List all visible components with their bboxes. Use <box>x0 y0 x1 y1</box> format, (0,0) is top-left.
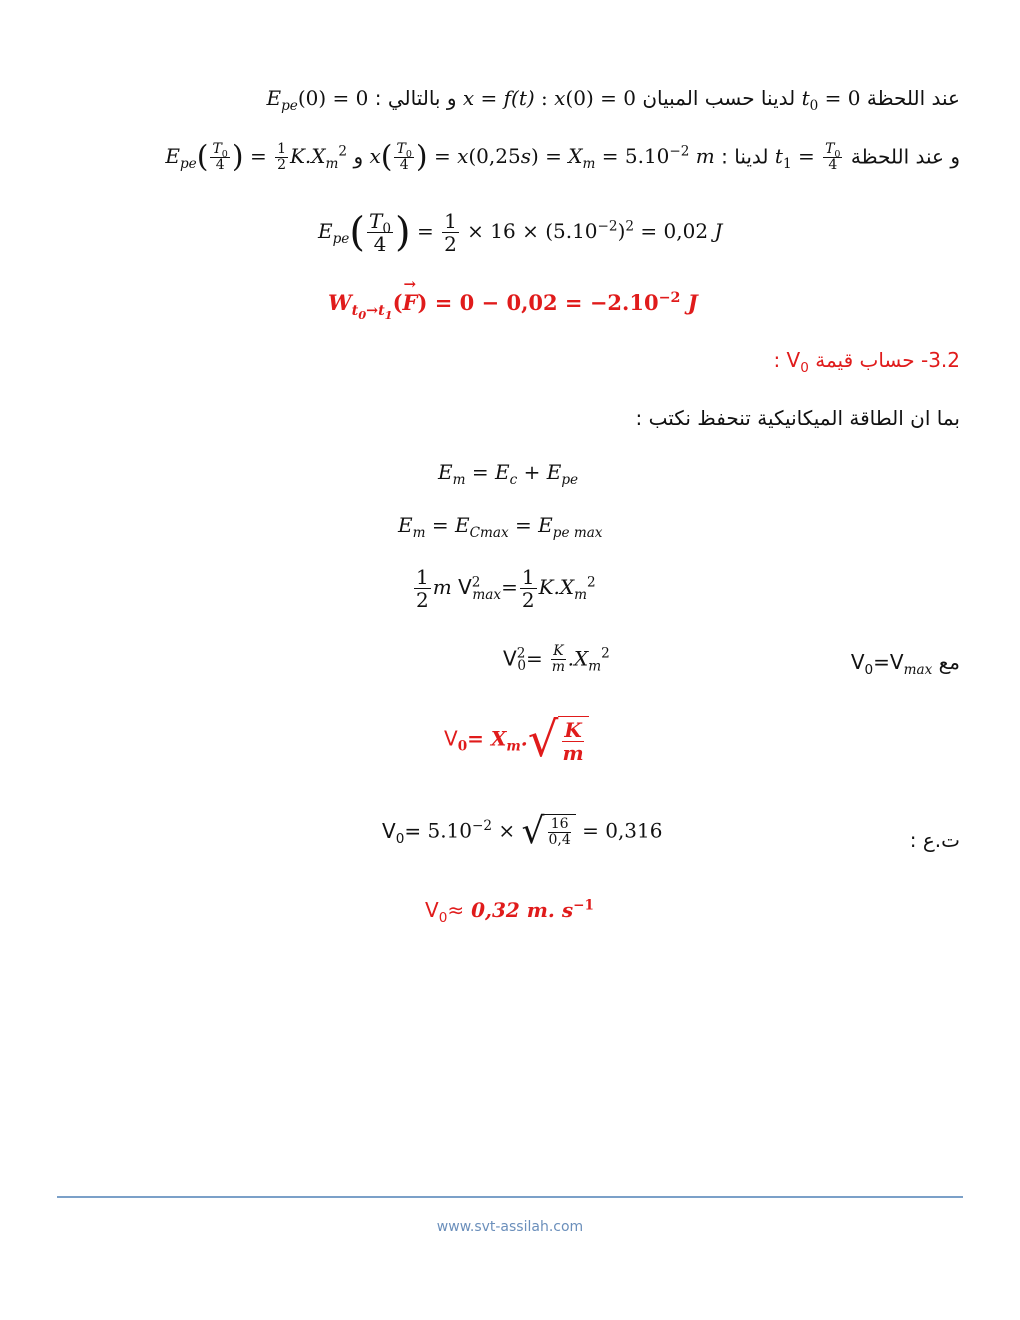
eq-t0: $t_0 = 0$ <box>801 86 861 114</box>
numeric-label: ت.ع : <box>909 828 960 852</box>
eq-epe-quarter-value: $E_{pe}$( $\frac{T_0}{4}$ ) = $\frac{1}{2}$ × $16 \times (5.10^{-2})^2 = 0,02$ J <box>318 209 723 256</box>
eq-t1: $t_1$ = $\frac{T_0}{4}$ <box>774 141 841 174</box>
eq-v0-numeric: $V_0= 5.10^{-2}$ × √ $\frac{16}{0,4}$ = 0,316 <box>382 811 663 852</box>
work-value: = 0 − 0,02 = −2.10 <box>434 290 659 315</box>
eq-x-quarter: x( $\frac{T_0}{4}$ ) = $x(0,25s) = X_m = 5.10^{-2}$ m <box>369 139 715 175</box>
footer-website[interactable]: www.svt-assilah.com <box>436 1219 584 1235</box>
footer-rule <box>57 1196 963 1198</box>
line-initial-condition <box>266 86 961 114</box>
eq-epe0: $E_{pe}(0) = 0$ <box>266 86 369 114</box>
eq-v0-final: $V_0\approx 0,32$ m. $s^{-1}$ <box>425 897 594 926</box>
text-and-at-instant: و عند اللحظة <box>850 144 960 169</box>
text-from-graph: لدينا حسب المبيان <box>642 86 796 110</box>
line-v0-vmax <box>850 650 960 678</box>
eq-work-result: $W_{t_0\to t_1}(F$ → ) = $0 - 0,02 = -2.10^{-2}$ J <box>328 275 698 323</box>
text-with: مع <box>938 650 960 674</box>
text-and: و <box>353 144 364 169</box>
text-therefore: و بالتالي : <box>374 86 457 110</box>
eq-x-ft: x = f(t) : x(0) = 0 <box>462 86 636 110</box>
eq-v0-squared: $V^2_0=$ $\frac{K}{m}$ $.X_m^2$ <box>503 643 610 676</box>
eq-em-sum: $E_m = E_c + E_{pe}$ <box>438 460 579 488</box>
section-heading-text: 3.2- حساب قيمة V <box>786 348 960 372</box>
eq-v0-formula: $V_0= X_m$. √ $\frac{K}{m}$ <box>444 716 589 764</box>
section-heading: 3.2- حساب قيمة $V_0$ : <box>773 348 960 376</box>
eq-energy-equality: $\frac{1}{2}$ m $V^2_{max}=$ $\frac{1}{2}$ $K.X_m^2$ <box>416 565 596 612</box>
text-at-instant: عند اللحظة <box>866 86 960 110</box>
v0-final-value: 0,32 m. s <box>471 898 574 922</box>
eq-epe-quarter: $E_{pe}$( $\frac{T_0}{4}$ ) = $\frac{1}{2}$ $K.X_m^2$ <box>165 139 348 175</box>
eq-v0-vmax: $V_0=V_{max}$ <box>850 650 933 678</box>
eq-em-max: $E_m = E_{Cmax} = E_{pe max}$ <box>398 513 603 541</box>
v0-numeric-value: = 0,316 <box>582 818 663 843</box>
line-quarter-period <box>165 139 960 175</box>
conservation-text: بما ان الطاقة الميكانيكية تنحفظ نكتب : <box>635 406 960 430</box>
text-we-have: لدينا : <box>721 144 769 169</box>
